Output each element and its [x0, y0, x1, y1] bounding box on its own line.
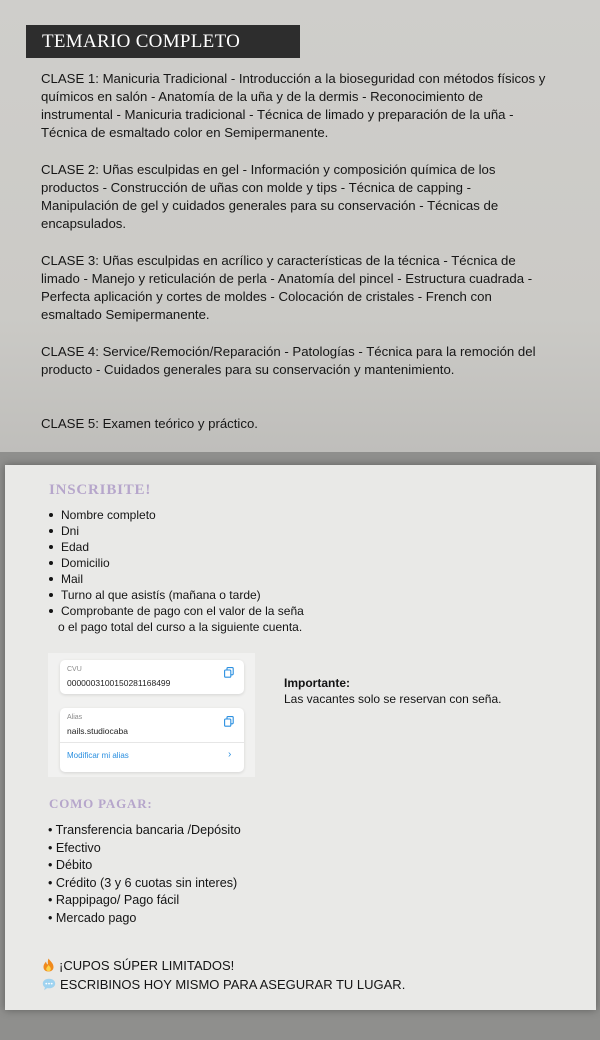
clase-3-text: CLASE 3: Uñas esculpidas en acrílico y características de la técnica - Técnica de limado - Manejo y reticulación de perla - Anatomía del pincel - Estructura cuadrada - Perfecta aplicación y cortes de moldes - Colocación de cristales - French con esmaltado Semipermanente. — [41, 253, 533, 322]
payment-methods-list — [48, 822, 241, 928]
clase-1-text: CLASE 1: Manicuria Tradicional - Introducción a la bioseguridad con métodos físicos y químicos en salón - Anatomía de la uña y de la dermis - Reconocimiento de instrumental - Manicuria tradicional - Técnica de limado y preparación de la uña - Técnica de esmaltado color en Semipermanente. — [41, 71, 546, 140]
divider — [60, 742, 244, 743]
requirements-list — [48, 507, 304, 635]
alias-value: nails.studiocaba — [67, 726, 128, 736]
importante-heading: Importante: — [284, 676, 350, 690]
chevron-right-icon[interactable]: › — [228, 749, 232, 760]
list-item: • Transferencia bancaria /Depósito — [48, 823, 241, 837]
list-item: • Crédito (3 y 6 cuotas sin interes) — [48, 875, 238, 890]
clase-2-text: CLASE 2: Uñas esculpidas en gel - Información y composición química de los productos - Construcción de uñas con molde y tips - Técnica de capping - Manipulación de gel y cuidados generales para su conservación - Técnicas de encapsulados. — [41, 162, 499, 231]
list-item: Turno al que asistís (mañana o tarde) — [48, 587, 304, 603]
como-pagar-heading: COMO PAGAR: — [49, 796, 153, 811]
list-item: Mail — [48, 571, 304, 587]
clase-4-text: CLASE 4: Service/Remoción/Reparación - Patologías - Técnica para la remoción del producto - Cuidados generales para su conservación y mantenimiento. — [41, 344, 536, 377]
list-item: Nombre completo — [48, 507, 304, 523]
cta-limited-text: ¡CUPOS SÚPER LIMITADOS! — [59, 958, 235, 973]
modify-alias-link[interactable]: Modificar mi alias — [67, 751, 129, 760]
cvu-card — [60, 660, 244, 694]
copy-icon[interactable] — [224, 716, 234, 727]
cvu-label: CVU — [67, 666, 82, 673]
clase-5-text: CLASE 5: Examen teórico y práctico. — [41, 416, 258, 431]
list-item: Comprobante de pago con el valor de la seña — [48, 603, 304, 619]
cta-write-text: ESCRIBINOS HOY MISMO PARA ASEGURAR TU LUGAR. — [60, 977, 406, 992]
inscribite-heading: INSCRIBITE! — [49, 482, 152, 498]
alias-card — [60, 708, 244, 772]
fire-icon — [42, 958, 55, 972]
alias-label: Alias — [67, 714, 83, 721]
list-item: • Rappipago/ Pago fácil — [48, 893, 180, 908]
list-item: • Mercado pago — [48, 910, 137, 925]
bank-account-panel — [48, 653, 255, 777]
list-item: Dni — [48, 523, 304, 539]
speech-bubble-icon — [42, 978, 56, 991]
list-item: Domicilio — [48, 555, 304, 571]
list-item: Edad — [48, 539, 304, 555]
cvu-value: 0000003100150281168499 — [67, 678, 171, 688]
importante-text: Las vacantes solo se reservan con seña. — [284, 692, 502, 706]
cta-line-1 — [42, 958, 234, 973]
page-title: TEMARIO COMPLETO — [42, 31, 241, 52]
list-item: • Débito — [48, 858, 93, 873]
list-item: • Efectivo — [48, 840, 101, 855]
copy-icon[interactable] — [224, 667, 234, 678]
list-item-continuation: o el pago total del curso a la siguiente cuenta. — [58, 620, 303, 634]
cta-line-2 — [42, 977, 405, 992]
